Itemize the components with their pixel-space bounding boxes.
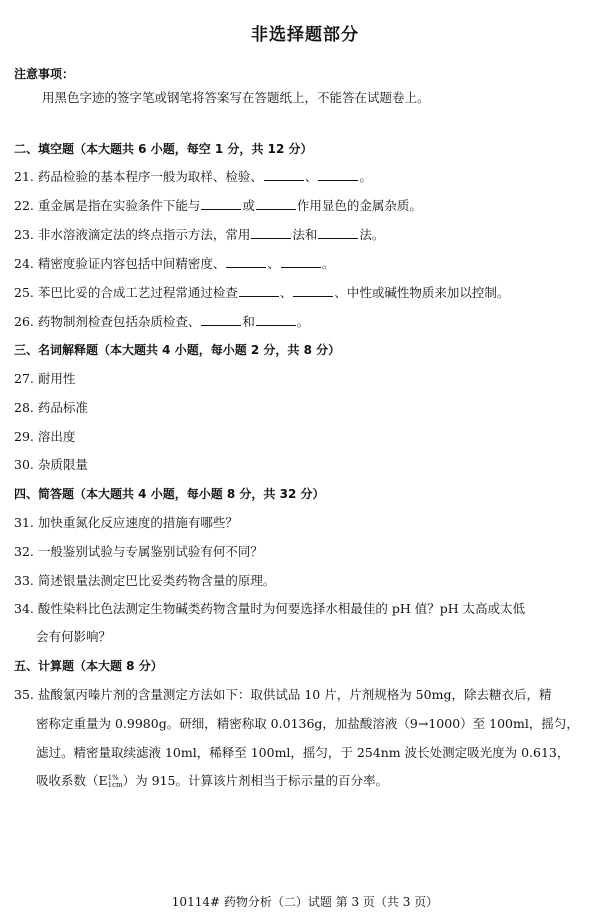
question-35-line2: 密称定重量为 0.9980g。研细，精密称取 0.0136g，加盐酸溶液（9→1000）至 100ml，摇匀，	[36, 716, 579, 731]
section4-heading: 四、简答题（本大题共 4 小题，每小题 8 分，共 32 分）	[14, 487, 325, 501]
question-35-line4: 吸收系数（E1% 1cm）为 915。计算该片剂相当于标示量的百分率。	[36, 773, 388, 789]
answer-blank[interactable]	[281, 255, 321, 268]
question-24: 24. 精密度验证内容包括中间精密度、 、 。	[14, 256, 335, 271]
answer-blank[interactable]	[264, 168, 304, 181]
section5-heading: 五、计算题（本大题 8 分）	[14, 659, 163, 673]
question-25: 25. 苯巴比妥的合成工艺过程常通过检查 、 、中性或碱性物质来加以控制。	[14, 285, 510, 300]
question-28: 28. 药品标准	[14, 400, 88, 415]
question-29: 29. 溶出度	[14, 429, 76, 444]
answer-blank[interactable]	[201, 197, 241, 210]
answer-blank[interactable]	[226, 255, 266, 268]
answer-blank[interactable]	[256, 197, 296, 210]
answer-blank[interactable]	[293, 284, 333, 297]
section3-heading: 三、名词解释题（本大题共 4 小题，每小题 2 分，共 8 分）	[14, 343, 341, 357]
question-35: 35. 盐酸氯丙嗪片剂的含量测定方法如下：取供试品 10 片，片剂规格为 50mg，除去糖衣后，精	[14, 687, 552, 702]
question-33: 33. 简述银量法测定巴比妥类药物含量的原理。	[14, 573, 276, 588]
answer-blank[interactable]	[251, 226, 291, 239]
notice-heading: 注意事项：	[14, 67, 75, 81]
page-title: 非选择题部分	[251, 25, 359, 45]
question-31: 31. 加快重氮化反应速度的措施有哪些？	[14, 515, 238, 530]
answer-blank[interactable]	[201, 313, 241, 326]
question-30: 30. 杂质限量	[14, 457, 88, 472]
notice-body: 用黑色字迹的签字笔或钢笔将答案写在答题纸上，不能答在试题卷上。	[42, 90, 430, 105]
answer-blank[interactable]	[318, 226, 358, 239]
section2-heading: 二、填空题（本大题共 6 小题，每空 1 分，共 12 分）	[14, 142, 313, 156]
question-34-cont: 会有何影响？	[36, 629, 112, 644]
answer-blank[interactable]	[318, 168, 358, 181]
question-26: 26. 药物制剂检查包括杂质检查、 和 。	[14, 314, 310, 329]
question-21: 21. 药品检验的基本程序一般为取样、检验、 、 。	[14, 169, 372, 184]
page-footer: 10114# 药物分析（二）试题 第 3 页（共 3 页）	[171, 895, 439, 909]
answer-blank[interactable]	[239, 284, 279, 297]
question-23: 23. 非水溶液滴定法的终点指示方法，常用 法和 法。	[14, 227, 385, 242]
absorption-coefficient-notation: 1% 1cm	[107, 773, 123, 789]
question-35-line3: 滤过。精密量取续滤液 10ml，稀释至 100ml，摇匀，于 254nm 波长处测定吸光度为 0.613，	[36, 745, 570, 760]
question-34: 34. 酸性染料比色法测定生物碱类药物含量时为何要选择水相最佳的 pH 值？pH 太高或太低	[14, 601, 526, 616]
question-27: 27. 耐用性	[14, 371, 76, 386]
question-22: 22. 重金属是指在实验条件下能与 或 作用显色的金属杂质。	[14, 198, 422, 213]
question-32: 32. 一般鉴别试验与专属鉴别试验有何不同？	[14, 544, 263, 559]
answer-blank[interactable]	[256, 313, 296, 326]
